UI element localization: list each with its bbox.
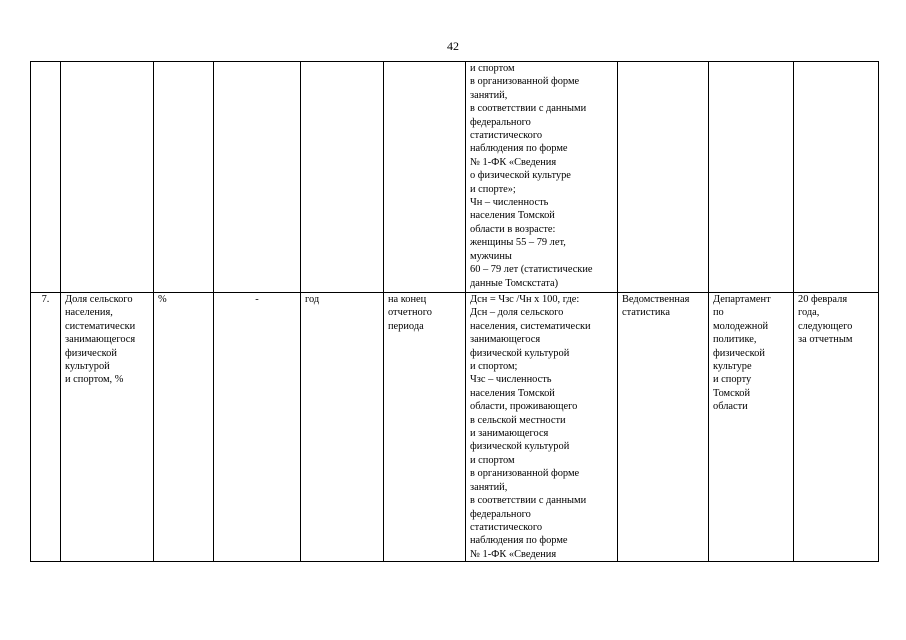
time-line: отчетного	[388, 307, 432, 319]
formula-line: населения Томской	[470, 210, 555, 222]
formula-line: данные Томскстата)	[470, 277, 559, 289]
cell-basic-value-empty	[214, 62, 301, 293]
cell-indicator	[61, 293, 154, 562]
formula-line: № 1-ФК «Сведения	[470, 548, 557, 560]
indicator-line: физической	[65, 347, 117, 359]
formula-line: и спорте»;	[470, 183, 516, 195]
indicator-line: занимающегося	[65, 334, 136, 346]
formula-line: Дсн = Чзс /Чн х 100, где:	[470, 294, 580, 305]
cell-formula-continuation	[466, 62, 618, 293]
formula-line: населения Томской	[470, 387, 555, 399]
formula-line: о физической культуре	[470, 170, 571, 182]
cell-responsible-empty	[709, 62, 794, 293]
formula-line: статистического	[470, 130, 543, 142]
formula-line: населения, систематически	[470, 320, 591, 332]
formula-line: занятий,	[470, 481, 508, 493]
deadline-line: года,	[798, 307, 820, 319]
cell-unit-empty	[154, 62, 214, 293]
cell-method-empty	[618, 62, 709, 293]
time-line: на конец	[388, 294, 427, 305]
cell-basic-value: -	[214, 293, 301, 562]
formula-line: и спортом;	[470, 361, 518, 373]
formula-line: в организованной форме	[470, 468, 580, 480]
deadline-line: за отчетным	[798, 334, 853, 346]
formula-line: и спортом	[470, 454, 515, 466]
formula-line: в организованной форме	[470, 76, 580, 88]
method-line: статистика	[622, 307, 670, 319]
cell-unit: %	[154, 293, 214, 562]
indicator-line: населения,	[65, 307, 113, 319]
cell-periodicity: год	[301, 293, 384, 562]
formula-line: Чзс – численность	[470, 374, 552, 386]
cell-deadline-empty	[794, 62, 879, 293]
formula-line: и спортом	[470, 63, 515, 74]
formula-line: федерального	[470, 116, 531, 128]
formula-line: области, проживающего	[470, 401, 578, 413]
formula-line: и занимающегося	[470, 428, 549, 440]
responsible-line: Департамент	[713, 294, 771, 305]
table-row-continuation	[31, 62, 879, 293]
responsible-line: физической	[713, 347, 765, 359]
formula-line: женщины 55 – 79 лет,	[470, 237, 566, 249]
deadline-line: 20 февраля	[798, 294, 848, 305]
indicator-line: культурой	[65, 361, 110, 373]
responsible-line: политике,	[713, 334, 757, 346]
formula-line: Чн – численность	[470, 197, 549, 209]
table-row-7	[31, 293, 879, 562]
responsible-line: культуре	[713, 361, 752, 373]
cell-number: 7.	[31, 293, 61, 562]
cell-number-empty	[31, 62, 61, 293]
cell-deadline	[794, 293, 879, 562]
formula-line: физической культурой	[470, 347, 570, 359]
formula-line: физической культурой	[470, 441, 570, 453]
cell-periodicity-empty	[301, 62, 384, 293]
responsible-line: молодежной	[713, 320, 769, 332]
formula-line: в сельской местности	[470, 414, 566, 426]
cell-time	[384, 293, 466, 562]
responsible-line: и спорту	[713, 374, 752, 386]
cell-formula	[466, 293, 618, 562]
formula-line: области в возрасте:	[470, 223, 556, 235]
formula-line: федерального	[470, 508, 531, 520]
cell-responsible	[709, 293, 794, 562]
deadline-line: следующего	[798, 320, 853, 332]
formula-line: в соответствии с данными	[470, 495, 587, 507]
responsible-line: Томской	[713, 387, 751, 399]
formula-line: наблюдения по форме	[470, 143, 568, 155]
indicator-line: Доля сельского	[65, 294, 133, 305]
formula-line: 60 – 79 лет (статистические	[470, 264, 593, 276]
responsible-line: области	[713, 401, 748, 413]
formula-line: Дсн – доля сельского	[470, 307, 564, 319]
formula-line: занимающегося	[470, 334, 541, 346]
cell-indicator-empty	[61, 62, 154, 293]
formula-line: наблюдения по форме	[470, 535, 568, 547]
formula-line: в соответствии с данными	[470, 103, 587, 115]
method-line: Ведомственная	[622, 294, 690, 305]
formula-line: занятий,	[470, 89, 508, 101]
formula-line: № 1-ФК «Сведения	[470, 156, 557, 168]
cell-method	[618, 293, 709, 562]
indicator-line: и спортом, %	[65, 374, 124, 386]
page-number: 42	[447, 39, 459, 53]
cell-time-empty	[384, 62, 466, 293]
responsible-line: по	[713, 307, 724, 319]
formula-line: мужчины	[470, 250, 512, 262]
indicator-line: систематически	[65, 320, 136, 332]
indicators-table	[30, 61, 879, 562]
time-line: периода	[388, 320, 424, 332]
formula-line: статистического	[470, 521, 543, 533]
